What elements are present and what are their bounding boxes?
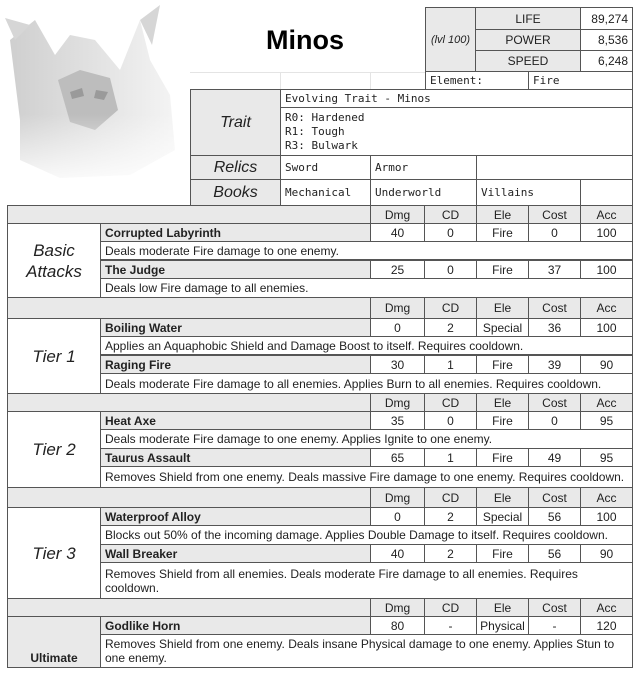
skill-dmg: 80	[370, 616, 425, 635]
column-header-cd: CD	[424, 297, 477, 319]
skill-description: Removes Shield from one enemy. Deals massive Fire damage to one enemy. Requires cooldown.	[100, 466, 633, 488]
tier-label: Tier 1	[7, 318, 101, 394]
skill-name: Raging Fire	[100, 355, 371, 374]
column-header-ele: Ele	[476, 487, 529, 508]
column-header-cd: CD	[424, 205, 477, 224]
skill-name: Boiling Water	[100, 318, 371, 337]
stat-value-speed: 6,248	[580, 50, 633, 72]
stat-value-life: 89,274	[580, 7, 633, 30]
skill-cost: 36	[528, 318, 581, 337]
skill-description: Deals moderate Fire damage to one enemy. Applies Ignite to one enemy.	[100, 429, 633, 449]
skill-name: Godlike Horn	[100, 616, 371, 635]
column-header-dmg: Dmg	[370, 487, 425, 508]
column-header-ele: Ele	[476, 393, 529, 412]
minotaur-portrait-icon	[0, 0, 190, 190]
column-header-cost: Cost	[528, 487, 581, 508]
stat-value-power: 8,536	[580, 29, 633, 51]
column-header-cost: Cost	[528, 205, 581, 224]
skill-cost: 37	[528, 260, 581, 279]
trait-label: Trait	[190, 89, 281, 156]
column-header-cd: CD	[424, 598, 477, 617]
column-header-dmg: Dmg	[370, 297, 425, 319]
skill-name: Heat Axe	[100, 411, 371, 430]
tier-header-bar	[7, 393, 371, 412]
skill-acc: 100	[580, 318, 633, 337]
skill-ele: Physical	[476, 616, 529, 635]
column-header-dmg: Dmg	[370, 393, 425, 412]
column-header-acc: Acc	[580, 297, 633, 319]
relic-item: Sword	[280, 155, 371, 180]
skill-dmg: 25	[370, 260, 425, 279]
skill-dmg: 0	[370, 318, 425, 337]
character-name: Minos	[266, 24, 344, 55]
skill-cd: -	[424, 616, 477, 635]
column-header-ele: Ele	[476, 297, 529, 319]
skill-acc: 100	[580, 260, 633, 279]
skill-cost: 0	[528, 223, 581, 242]
skill-acc: 120	[580, 616, 633, 635]
tier-label: Ultimate	[7, 616, 101, 668]
skill-description: Removes Shield from all enemies. Deals moderate Fire damage to all enemies. Requires cooldown.	[100, 562, 633, 599]
column-header-ele: Ele	[476, 598, 529, 617]
relic-empty	[476, 155, 633, 180]
trait-level-r0: R0: Hardened	[285, 110, 365, 124]
trait-level-r1: R1: Tough	[285, 124, 345, 138]
skill-description: Removes Shield from one enemy. Deals insane Physical damage to one enemy. Applies Stun to one enemy.	[100, 634, 633, 668]
column-header-acc: Acc	[580, 393, 633, 412]
skill-cost: 0	[528, 411, 581, 430]
column-header-cd: CD	[424, 487, 477, 508]
skill-dmg: 40	[370, 544, 425, 563]
tier-header-bar	[7, 205, 371, 224]
skill-name: Taurus Assault	[100, 448, 371, 467]
column-header-dmg: Dmg	[370, 205, 425, 224]
skill-acc: 100	[580, 507, 633, 526]
skill-acc: 90	[580, 544, 633, 563]
skill-ele: Fire	[476, 260, 529, 279]
trait-name: Evolving Trait - Minos	[280, 89, 633, 108]
skill-cd: 0	[424, 223, 477, 242]
book-item: Villains	[476, 179, 581, 206]
column-header-cost: Cost	[528, 393, 581, 412]
skill-cost: 39	[528, 355, 581, 374]
tier-label: Basic Attacks	[7, 223, 101, 298]
skill-cd: 2	[424, 318, 477, 337]
skill-description: Blocks out 50% of the incoming damage. Applies Double Damage to itself. Requires cooldown.	[100, 525, 633, 545]
skill-cd: 0	[424, 260, 477, 279]
skill-cost: -	[528, 616, 581, 635]
skill-dmg: 40	[370, 223, 425, 242]
skill-name: Waterproof Alloy	[100, 507, 371, 526]
skill-ele: Fire	[476, 355, 529, 374]
skill-acc: 100	[580, 223, 633, 242]
column-header-dmg: Dmg	[370, 598, 425, 617]
skill-cd: 0	[424, 411, 477, 430]
column-header-cost: Cost	[528, 598, 581, 617]
column-header-acc: Acc	[580, 598, 633, 617]
skill-acc: 95	[580, 411, 633, 430]
book-empty	[580, 179, 633, 206]
skill-ele: Fire	[476, 448, 529, 467]
character-level: (lvl 100)	[425, 7, 476, 72]
element-value: Fire	[528, 71, 633, 90]
skill-ele: Special	[476, 507, 529, 526]
skill-dmg: 65	[370, 448, 425, 467]
skill-dmg: 35	[370, 411, 425, 430]
skill-ele: Fire	[476, 544, 529, 563]
element-label: Element:	[425, 71, 529, 90]
tier-header-bar	[7, 297, 371, 319]
tier-header-bar	[7, 487, 371, 508]
column-header-acc: Acc	[580, 205, 633, 224]
book-item: Underworld	[370, 179, 477, 206]
skill-cost: 56	[528, 544, 581, 563]
stat-label-life: LIFE	[475, 7, 581, 30]
stat-label-power: POWER	[475, 29, 581, 51]
skill-ele: Fire	[476, 223, 529, 242]
skill-description: Applies an Aquaphobic Shield and Damage Boost to itself. Requires cooldown.	[100, 336, 633, 355]
skill-cd: 1	[424, 355, 477, 374]
skill-description: Deals low Fire damage to all enemies.	[100, 278, 633, 298]
skill-ele: Fire	[476, 411, 529, 430]
skill-name: The Judge	[100, 260, 371, 279]
skill-ele: Special	[476, 318, 529, 337]
column-header-acc: Acc	[580, 487, 633, 508]
skill-cd: 2	[424, 507, 477, 526]
skill-cd: 1	[424, 448, 477, 467]
skill-acc: 95	[580, 448, 633, 467]
stat-label-speed: SPEED	[475, 50, 581, 72]
books-label: Books	[190, 179, 281, 206]
skill-name: Wall Breaker	[100, 544, 371, 563]
relic-item: Armor	[370, 155, 477, 180]
character-portrait	[0, 0, 190, 190]
skill-cost: 56	[528, 507, 581, 526]
skill-description: Deals moderate Fire damage to all enemies. Applies Burn to all enemies. Requires cooldown.	[100, 373, 633, 394]
skill-cd: 2	[424, 544, 477, 563]
skill-acc: 90	[580, 355, 633, 374]
trait-level-r3: R3: Bulwark	[285, 138, 358, 152]
book-item: Mechanical	[280, 179, 371, 206]
relics-label: Relics	[190, 155, 281, 180]
skill-dmg: 30	[370, 355, 425, 374]
skill-dmg: 0	[370, 507, 425, 526]
column-header-cd: CD	[424, 393, 477, 412]
tier-label: Tier 3	[7, 507, 101, 599]
skill-description: Deals moderate Fire damage to one enemy.	[100, 241, 633, 260]
tier-label: Tier 2	[7, 411, 101, 488]
skill-name: Corrupted Labyrinth	[100, 223, 371, 242]
column-header-ele: Ele	[476, 205, 529, 224]
skill-cost: 49	[528, 448, 581, 467]
trait-levels	[280, 107, 633, 156]
tier-header-bar	[7, 598, 371, 617]
column-header-cost: Cost	[528, 297, 581, 319]
